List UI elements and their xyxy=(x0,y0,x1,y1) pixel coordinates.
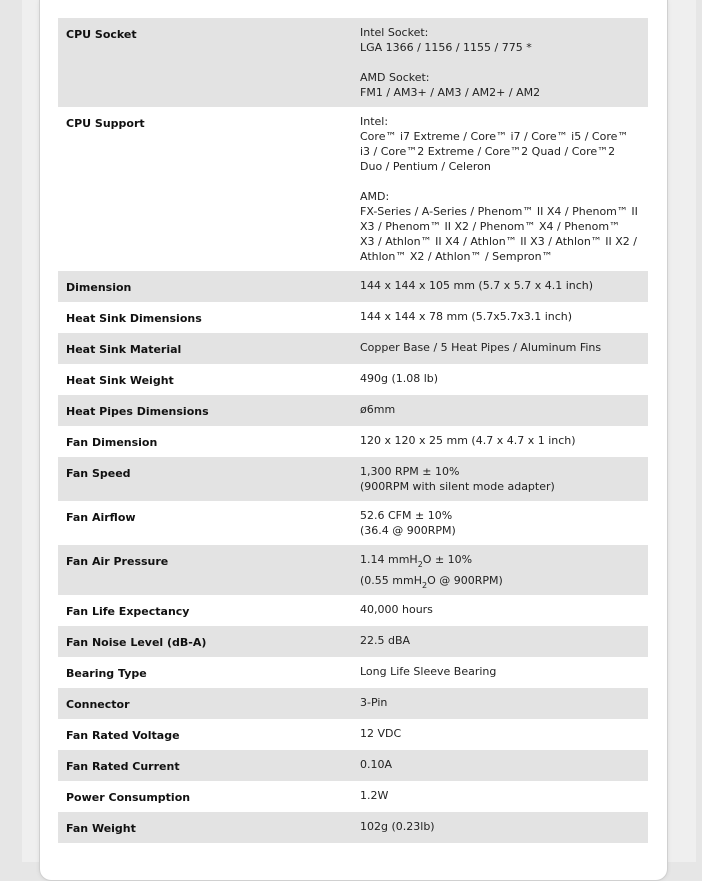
pressure-prefix: 1.14 mmH xyxy=(360,553,418,566)
spec-row xyxy=(58,395,648,426)
spec-block-heading: Intel: xyxy=(360,115,389,128)
spec-value-line: (900RPM with silent mode adapter) xyxy=(360,480,555,493)
spec-row xyxy=(58,271,648,302)
spec-label: Heat Sink Dimensions xyxy=(66,312,202,325)
spec-value xyxy=(352,657,648,688)
pressure-subscript: 2 xyxy=(417,560,423,569)
spec-value xyxy=(352,750,648,781)
spec-value-line xyxy=(360,552,638,567)
spec-value xyxy=(352,719,648,750)
spec-row xyxy=(58,657,648,688)
spec-value-text: 22.5 dBA xyxy=(360,634,411,647)
spec-value-text: Long Life Sleeve Bearing xyxy=(360,665,497,678)
spec-value xyxy=(352,812,648,843)
spec-value xyxy=(352,626,648,657)
spec-block-heading: AMD Socket: xyxy=(360,71,430,84)
spec-label: Fan Rated Voltage xyxy=(66,729,180,742)
spec-value-text: 12 VDC xyxy=(360,727,402,740)
spec-value-text: 3-Pin xyxy=(360,696,388,709)
spec-row xyxy=(58,595,648,626)
spec-row xyxy=(58,750,648,781)
pressure-suffix: O @ 900RPM) xyxy=(427,574,503,587)
spec-value-line: (36.4 @ 900RPM) xyxy=(360,524,456,537)
spec-row xyxy=(58,302,648,333)
spec-label: Heat Sink Material xyxy=(58,333,352,364)
spec-block-heading: Intel Socket: xyxy=(360,26,429,39)
spec-row xyxy=(58,688,648,719)
spec-value xyxy=(352,364,648,395)
spec-value-text: 490g (1.08 lb) xyxy=(360,372,439,385)
spec-block-text: LGA 1366 / 1156 / 1155 / 775 * xyxy=(360,41,532,54)
spec-label: Power Consumption xyxy=(66,791,191,804)
spec-value xyxy=(352,595,648,626)
pressure-suffix: O ± 10% xyxy=(422,553,473,566)
spec-value xyxy=(352,688,648,719)
spec-value-text: 102g (0.23lb) xyxy=(360,820,435,833)
spec-value xyxy=(352,271,648,302)
spec-value-line xyxy=(360,573,638,588)
spec-row xyxy=(58,501,648,545)
spec-value-text: 40,000 hours xyxy=(360,603,433,616)
spec-label: Fan Speed xyxy=(58,457,352,501)
spec-value-text: 144 x 144 x 78 mm (5.7x5.7x3.1 inch) xyxy=(360,310,573,323)
spec-label: Fan Dimension xyxy=(66,436,158,449)
pressure-subscript: 2 xyxy=(421,581,428,590)
spec-row xyxy=(58,719,648,750)
spec-value-text: ø6mm xyxy=(360,403,396,416)
spec-value-text: Copper Base / 5 Heat Pipes / Aluminum Fins xyxy=(360,341,602,354)
spec-row xyxy=(58,781,648,812)
spec-row xyxy=(58,457,648,501)
spec-block-gap xyxy=(360,55,638,70)
spec-value xyxy=(352,395,648,426)
spec-block-text: FX-Series / A-Series / Phenom™ II X4 / Phenom™ II X3 / Phenom™ II X2 / Phenom™ X4 / Phenom™ X3 / Athlon™ II X4 / Athlon™ II X3 / Athlon™ II X2 / Athlon™ X2 / Athlon™ / Sempron™ xyxy=(360,205,638,263)
spec-row xyxy=(58,545,648,595)
spec-value xyxy=(352,302,648,333)
spec-value-text: 1.2W xyxy=(360,789,389,802)
spec-label: Fan Noise Level (dB-A) xyxy=(58,626,352,657)
spec-row xyxy=(58,426,648,457)
spec-label: Bearing Type xyxy=(66,667,147,680)
spec-block-gap xyxy=(360,174,638,189)
spec-value-line: 1,300 RPM ± 10% xyxy=(360,465,460,478)
spec-value xyxy=(352,426,648,457)
spec-label: Fan Airflow xyxy=(66,511,136,524)
spec-label: CPU Socket xyxy=(58,18,352,107)
spec-value xyxy=(352,333,648,364)
spec-value xyxy=(352,781,648,812)
spec-block-heading: AMD: xyxy=(360,190,390,203)
spec-value xyxy=(352,107,648,271)
spec-row xyxy=(58,364,648,395)
spec-table-body xyxy=(58,18,648,843)
spec-row xyxy=(58,812,648,843)
spec-value xyxy=(352,18,648,107)
spec-block-text: Core™ i7 Extreme / Core™ i7 / Core™ i5 / Core™ i3 / Core™2 Extreme / Core™2 Quad / Core™2 Duo / Pentium / Celeron xyxy=(360,130,629,173)
spec-label: Fan Life Expectancy xyxy=(66,605,190,618)
spec-label: Fan Weight xyxy=(58,812,352,843)
spec-label: Fan Rated Current xyxy=(58,750,352,781)
spec-label: Dimension xyxy=(58,271,352,302)
spec-label: Heat Sink Weight xyxy=(66,374,174,387)
spec-value xyxy=(352,545,648,595)
spec-row xyxy=(58,626,648,657)
spec-value-line: 52.6 CFM ± 10% xyxy=(360,509,453,522)
spec-row xyxy=(58,107,648,271)
spec-value-text: 144 x 144 x 105 mm (5.7 x 5.7 x 4.1 inch) xyxy=(360,279,594,292)
spec-value-text: 120 x 120 x 25 mm (4.7 x 4.7 x 1 inch) xyxy=(360,434,576,447)
pressure-prefix: (0.55 mmH xyxy=(360,574,422,587)
spec-row xyxy=(58,333,648,364)
spec-value xyxy=(352,501,648,545)
spec-row xyxy=(58,18,648,107)
spec-label: Fan Air Pressure xyxy=(58,545,352,595)
spec-table xyxy=(58,18,648,843)
spec-value xyxy=(352,457,648,501)
spec-label: CPU Support xyxy=(66,117,145,130)
spec-value-text: 0.10A xyxy=(360,758,393,771)
spec-label: Connector xyxy=(58,688,352,719)
spec-block-text: FM1 / AM3+ / AM3 / AM2+ / AM2 xyxy=(360,86,541,99)
spec-label: Heat Pipes Dimensions xyxy=(58,395,352,426)
